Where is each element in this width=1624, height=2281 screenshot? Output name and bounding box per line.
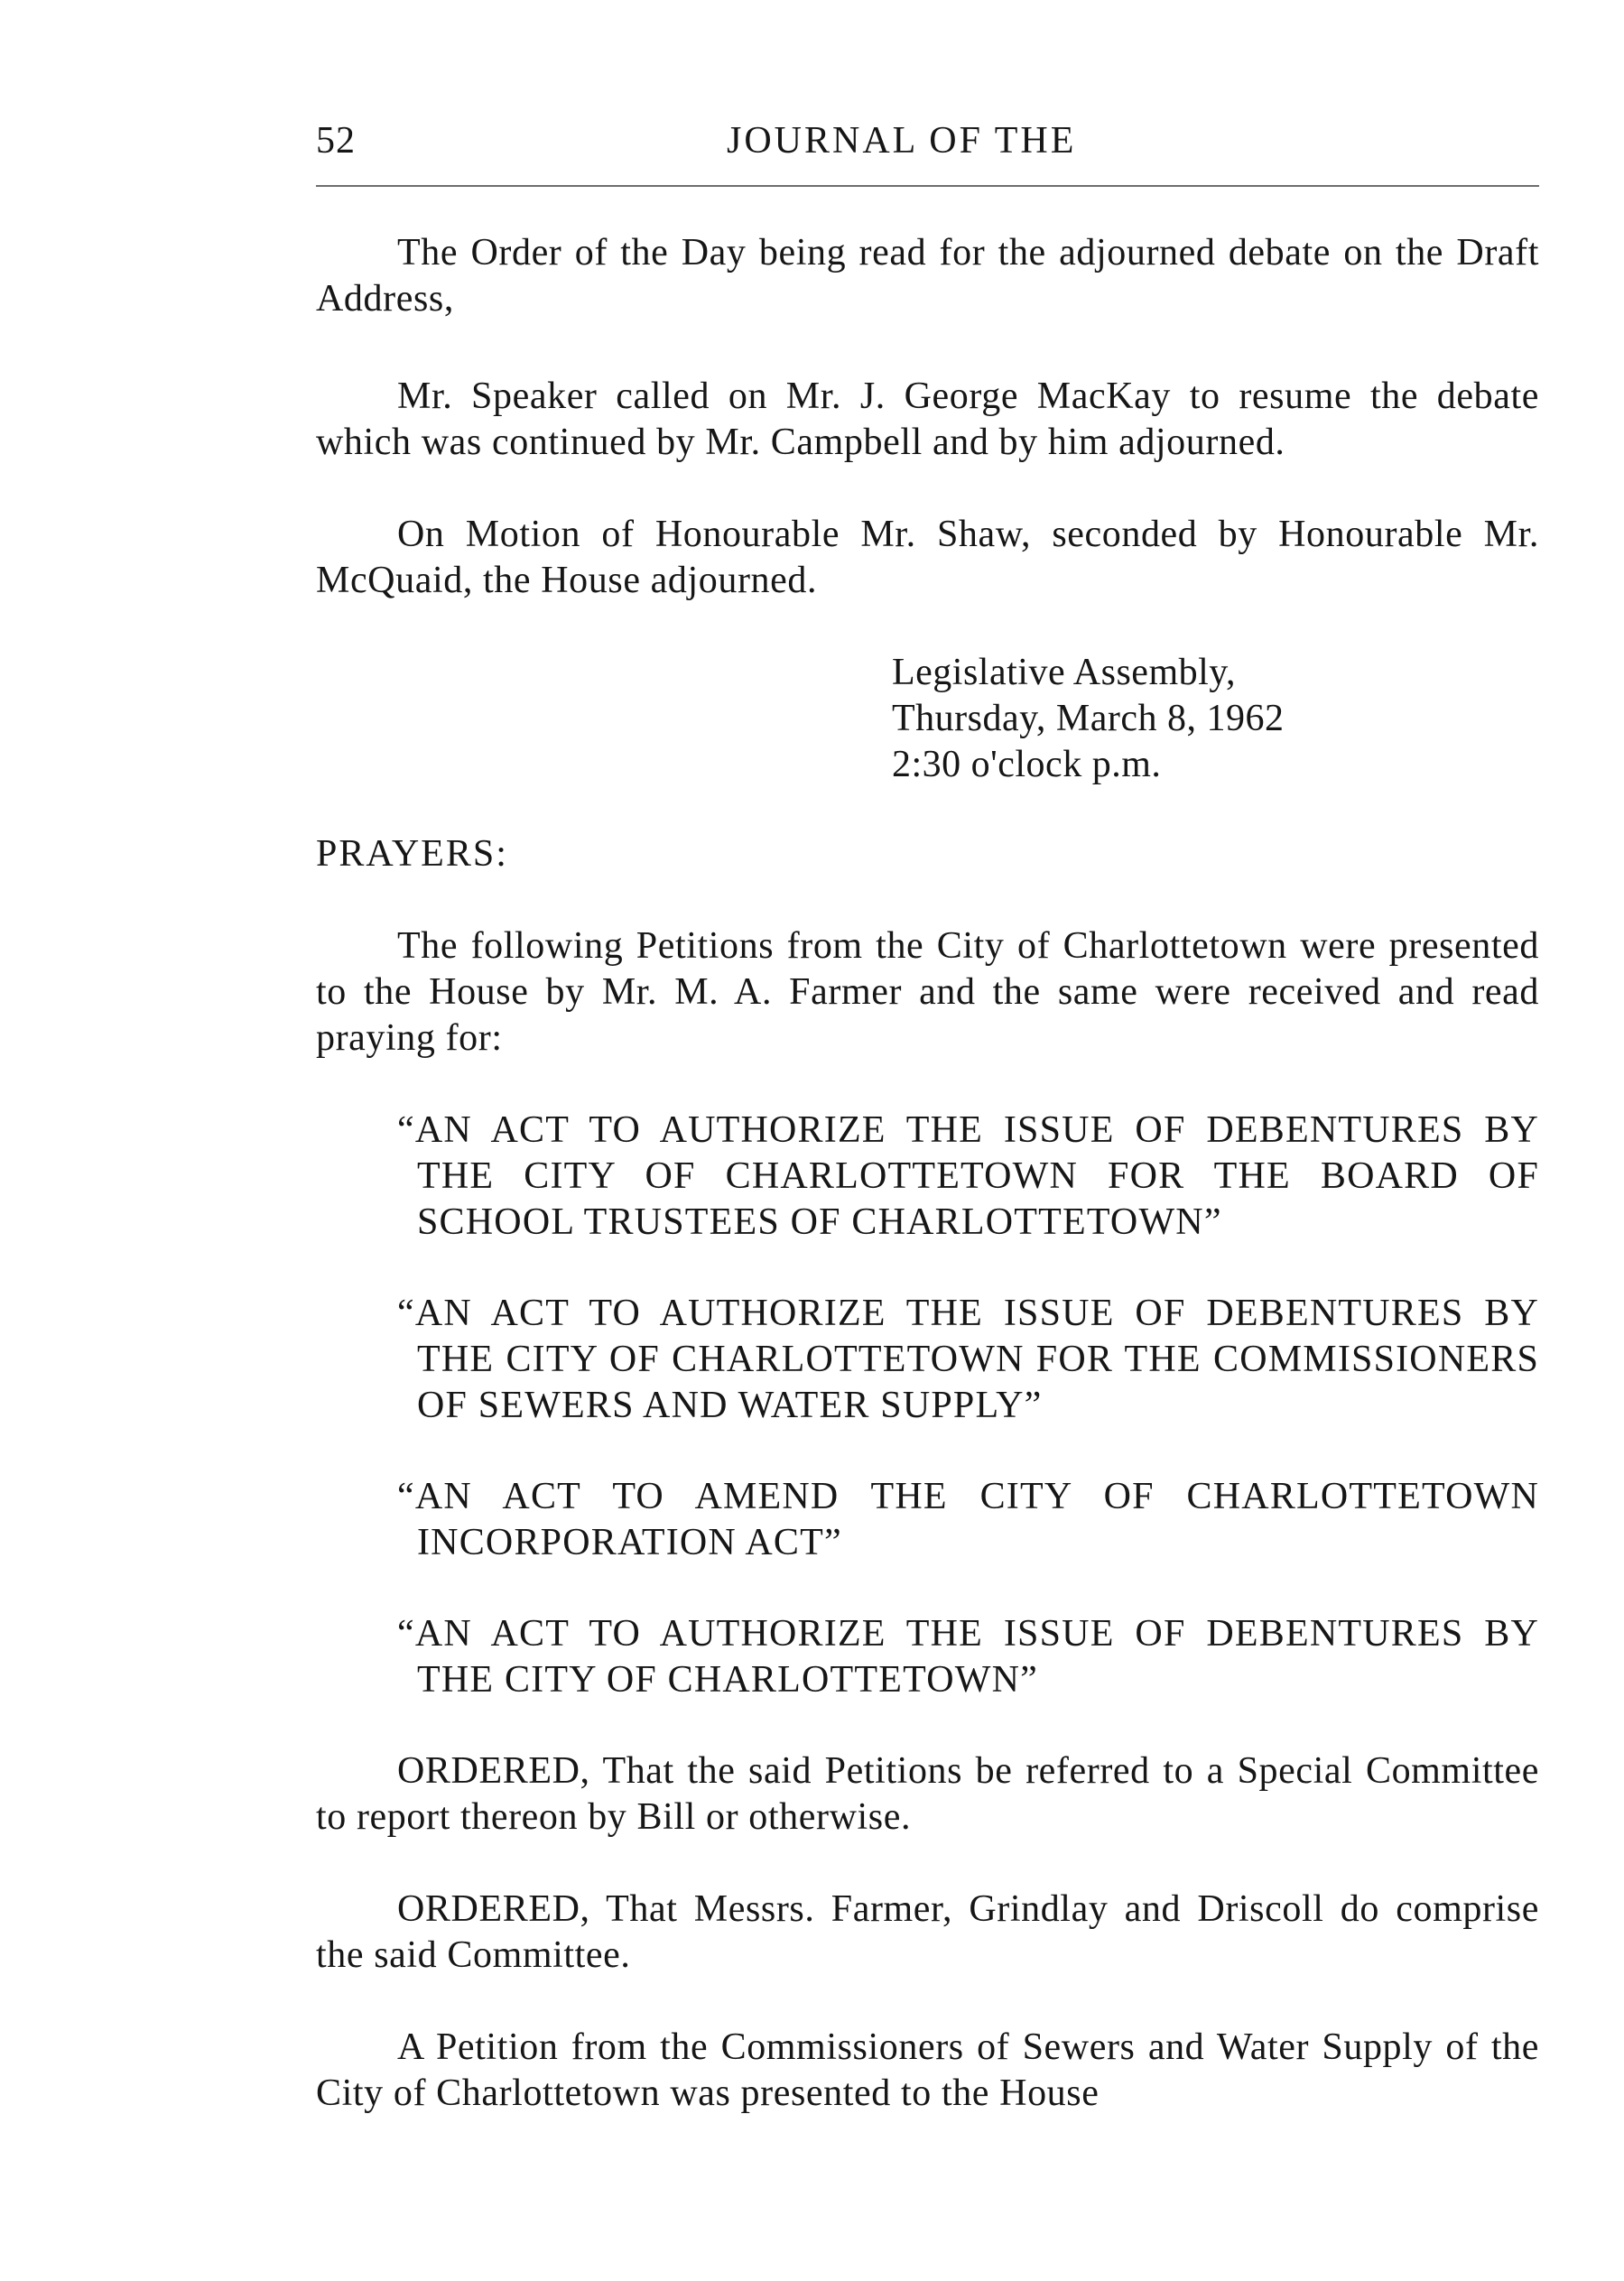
page-header (316, 119, 1539, 173)
paragraph-ordered-committee: ORDERED, That Messrs. Farmer, Grindlay and Driscoll do comprise the said Committee. (316, 1888, 1539, 1976)
paragraph-ordered-referred: ORDERED, That the said Petitions be referred to a Special Committee to report thereon by Bill or otherwise. (316, 1750, 1539, 1838)
page-number: 52 (316, 120, 356, 162)
paragraph-speaker-called: Mr. Speaker called on Mr. J. George MacKay to resume the debate which was continued by Mr. Campbell and by him adjourned. (316, 376, 1539, 463)
paragraph-petition-sewers: A Petition from the Commissioners of Sewers and Water Supply of the City of Charlottetown was presented to the House (316, 2026, 1539, 2114)
sitting-dateline (892, 650, 1539, 788)
act-title: “AN ACT TO AUTHORIZE THE ISSUE OF DEBENTURES BY THE CITY OF CHARLOTTETOWN” (397, 1613, 1539, 1701)
act-title: “AN ACT TO AUTHORIZE THE ISSUE OF DEBENTURES BY THE CITY OF CHARLOTTETOWN FOR THE COMMISSIONERS OF SEWERS AND WATER SUPPLY” (397, 1293, 1539, 1426)
act-title: “AN ACT TO AMEND THE CITY OF CHARLOTTETOWN INCORPORATION ACT” (397, 1476, 1539, 1563)
paragraph-petitions-intro: The following Petitions from the City of Charlottetown were presented to the House by Mr. M. A. Farmer and the same were received and read praying for: (316, 925, 1539, 1059)
paragraph-order-of-day: The Order of the Day being read for the adjourned debate on the Draft Address, (316, 232, 1539, 320)
paragraph-motion-adjourn: On Motion of Honourable Mr. Shaw, seconded by Honourable Mr. McQuaid, the House adjourned. (316, 514, 1539, 601)
dateline-assembly: Legislative Assembly, (892, 652, 1237, 693)
dateline-date: Thursday, March 8, 1962 (892, 698, 1285, 739)
header-rule (316, 185, 1539, 187)
running-head: JOURNAL OF THE (727, 120, 1077, 162)
act-title: “AN ACT TO AUTHORIZE THE ISSUE OF DEBENTURES BY THE CITY OF CHARLOTTETOWN FOR THE BOARD OF SCHOOL TRUSTEES OF CHARLOTTETOWN” (397, 1109, 1539, 1243)
dateline-time: 2:30 o'clock p.m. (892, 744, 1162, 785)
petition-acts-list (316, 1108, 1539, 1703)
prayers-heading: PRAYERS: (316, 833, 508, 875)
journal-body (316, 230, 1539, 2117)
